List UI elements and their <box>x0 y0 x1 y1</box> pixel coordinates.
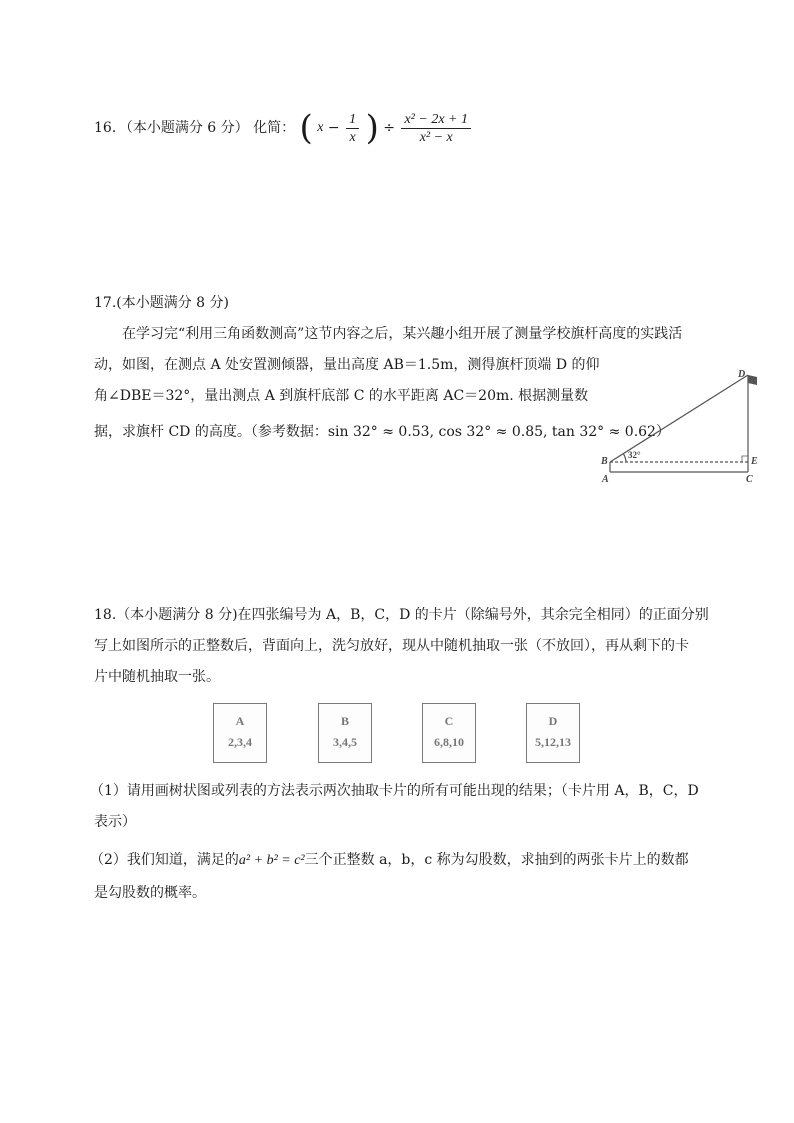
q16-minus: − <box>327 120 340 136</box>
q18-part1-line-2: 表示） <box>94 814 136 830</box>
label-E: E <box>751 456 758 467</box>
card-a <box>213 703 267 763</box>
angle-arc <box>624 454 627 462</box>
card-numbers: 3,4,5 <box>333 735 357 749</box>
q17-header: 17.(本小题满分 8 分) <box>94 295 229 311</box>
flag-icon <box>748 375 757 385</box>
q18-text-line-3: 片中随机抽取一张。 <box>94 669 220 685</box>
q18-part2-line-2: 是勾股数的概率。 <box>94 885 206 901</box>
fraction-numerator: 1 <box>346 111 359 129</box>
q18-part2-suffix: 三个正整数 a，b，c 称为勾股数，求抽到的两张卡片上的数都 <box>304 852 689 868</box>
flagpole-figure <box>600 365 765 485</box>
q16 <box>94 106 473 150</box>
q17-text-line-4: 据，求旗杆 CD 的高度。（参考数据：sin 32° ≈ 0.53, cos 32° ≈ 0.85, tan 32° ≈ 0.62） <box>94 424 670 440</box>
q16-divide: ÷ <box>383 120 396 136</box>
left-paren: ( <box>299 108 313 148</box>
card-letter: C <box>444 714 454 728</box>
fraction-denominator: x² − x <box>419 129 453 145</box>
q18-text-line-1: 18.（本小题满分 8 分)在四张编号为 A，B，C，D 的卡片（除编号外，其余完全相同）的正面分别 <box>94 607 709 623</box>
q16-label: 16．（本小题满分 6 分） 化简： <box>94 120 296 136</box>
label-C: C <box>746 474 753 485</box>
card-numbers: 5,12,13 <box>535 735 571 749</box>
label-A: A <box>602 474 609 485</box>
card-b <box>318 703 372 763</box>
segment-BD <box>610 375 748 462</box>
q17-text-line-3: 角∠DBE＝32°，量出测点 A 到旗杆底部 C 的水平距离 AC＝20m. 根据测量数 <box>94 388 589 404</box>
pythagorean-equation: a² + b² = c² <box>238 853 305 868</box>
label-B: B <box>601 456 608 467</box>
q18-part2-line-1 <box>90 849 689 869</box>
q16-x: x <box>317 120 324 135</box>
card-numbers: 2,3,4 <box>228 735 252 749</box>
card-d <box>526 703 580 763</box>
right-angle-mark <box>742 456 748 462</box>
q18-text-line-2: 写上如图所示的正整数后，背面向上，洗匀放好，现从中随机抽取一张（不放回），再从剩下的卡 <box>94 638 689 654</box>
fraction-denominator: x <box>349 129 356 145</box>
q17-text-line-1: 在学习完“利用三角函数测高”这节内容之后，某兴趣小组开展了测量学校旗杆高度的实践活 <box>122 326 683 342</box>
fraction-main <box>401 111 471 146</box>
fraction-numerator: x² − 2x + 1 <box>401 111 471 129</box>
card-numbers: 6,8,10 <box>434 735 464 749</box>
card-letter: A <box>235 714 245 728</box>
label-D: D <box>738 369 746 380</box>
q18-part2-prefix: （2）我们知道，满足的 <box>90 852 239 868</box>
card-letter: D <box>548 714 558 728</box>
right-paren: ) <box>365 108 379 148</box>
card-letter: B <box>340 714 349 728</box>
q17-text-line-2: 动，如图，在测点 A 处安置测倾器，量出高度 AB＝1.5m，测得旗杆顶端 D 的仰 <box>94 357 600 373</box>
fraction-1-over-x <box>346 111 359 146</box>
card-c <box>422 703 476 763</box>
q18-part1-line-1: （1）请用画树状图或列表的方法表示两次抽取卡片的所有可能出现的结果；（卡片用 A，B，C，D <box>90 783 699 799</box>
angle-label: 32° <box>628 450 641 460</box>
